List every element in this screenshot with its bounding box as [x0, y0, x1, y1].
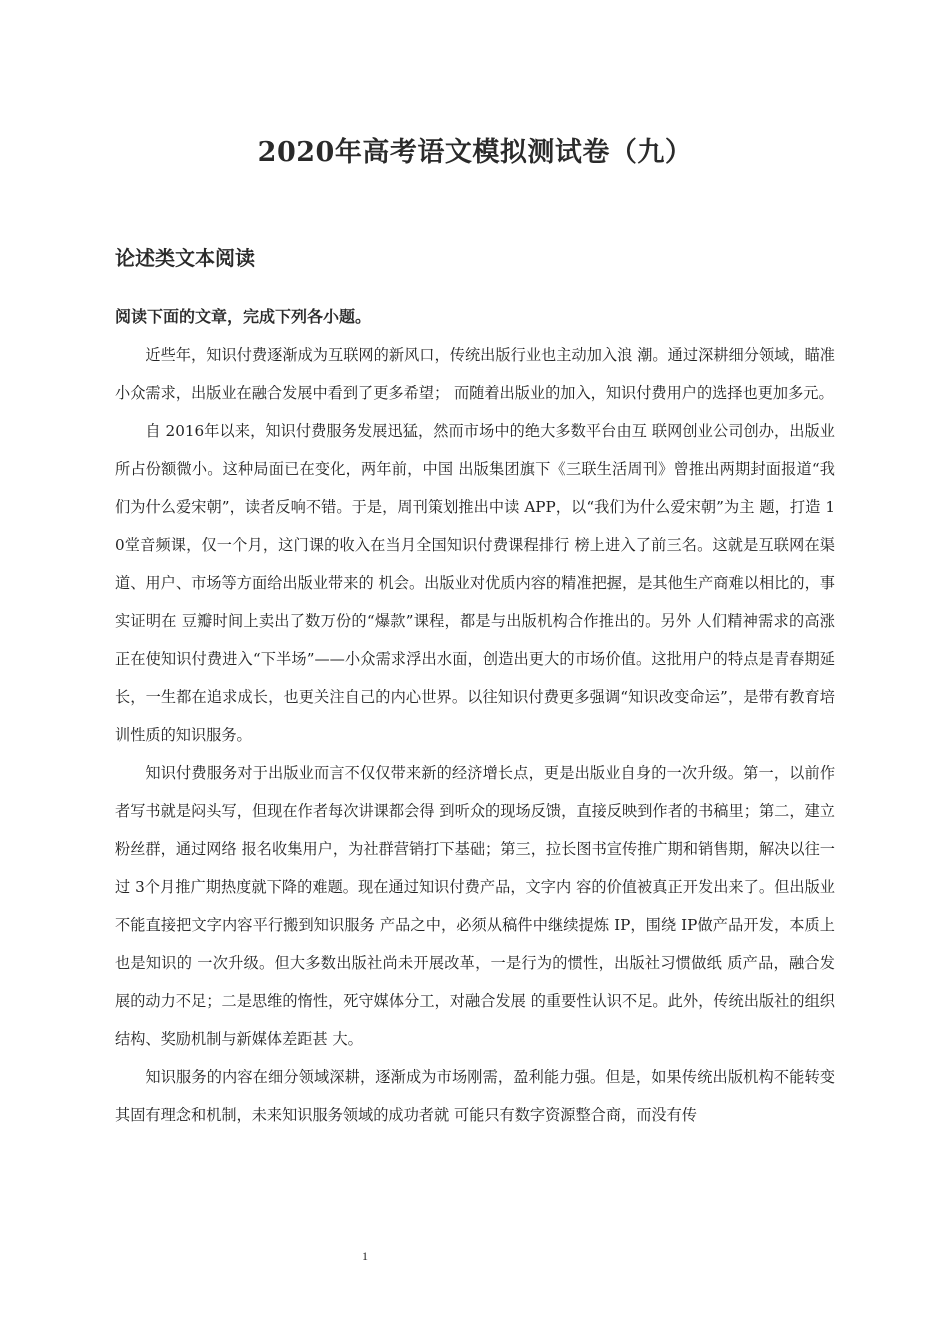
- article-paragraph-1: 近些年，知识付费逐渐成为互联网的新风口，传统出版行业也主动加入浪 潮。通过深耕细分领域，瞄准小众需求，出版业在融合发展中看到了更多希望； 而随着出版业的加入，知识付费用户的选择也更加多元。: [115, 346, 835, 402]
- article-body: [115, 336, 835, 1134]
- page-number: 1: [362, 1249, 368, 1263]
- reading-instruction: 阅读下面的文章，完成下列各小题。: [115, 307, 372, 326]
- article-paragraph-2: 自 2016年以来，知识付费服务发展迅猛，然而市场中的绝大多数平台由互 联网创业公司创办，出版业所占份额微小。这种局面已在变化，两年前，中国 出版集团旗下《三联生活周刊》曾推出两期封面报道“我们为什么爱宋朝”，读者反响不错。于是，周刊策划推出中读 APP，以“我们为什么爱宋朝”为主 题，打造 10堂音频课，仅一个月，这门课的收入在当月全国知识付费课程排行 榜上进入了前三名。这就是互联网在渠道、用户、市场等方面给出版业带来的 机会。出版业对优质内容的精准把握，是其他生产商难以相比的，事实证明在 豆瓣时间上卖出了数万份的“爆款”课程，都是与出版机构合作推出的。另外 人们精神需求的高涨正在使知识付费进入“下半场”——小众需求浮出水面，创造出更大的市场价值。这批用户的特点是青春期延长，一生都在追求成长，也更关注自己的内心世界。以往知识付费更多强调“知识改变命运”，是带有教育培训性质的知识服务。: [115, 422, 835, 744]
- article-paragraph-3: 知识付费服务对于出版业而言不仅仅带来新的经济增长点，更是出版业自身的一次升级。第一，以前作者写书就是闷头写，但现在作者每次讲课都会得 到听众的现场反馈，直接反映到作者的书稿里；第二，建立粉丝群，通过网络 报名收集用户，为社群营销打下基础；第三，拉长图书宣传推广期和销售期，解决以往一过 3个月推广期热度就下降的难题。现在通过知识付费产品，文字内 容的价值被真正开发出来了。但出版业不能直接把文字内容平行搬到知识服务 产品之中，必须从稿件中继续提炼 IP，围绕 IP做产品开发，本质上也是知识的 一次升级。但大多数出版社尚未开展改革，一是行为的惯性，出版社习惯做纸 质产品，融合发展的动力不足；二是思维的惰性，死守媒体分工，对融合发展 的重要性认识不足。此外，传统出版社的组织结构、奖励机制与新媒体差距甚 大。: [115, 764, 835, 1048]
- document-title: 2020年高考语文模拟测试卷（九）: [257, 137, 693, 168]
- section-heading: 论述类文本阅读: [115, 246, 255, 270]
- article-paragraph-4: 知识服务的内容在细分领域深耕，逐渐成为市场刚需，盈利能力强。但是，如果传统出版机构不能转变其固有理念和机制，未来知识服务领域的成功者就 可能只有数字资源整合商，而没有传: [115, 1068, 835, 1124]
